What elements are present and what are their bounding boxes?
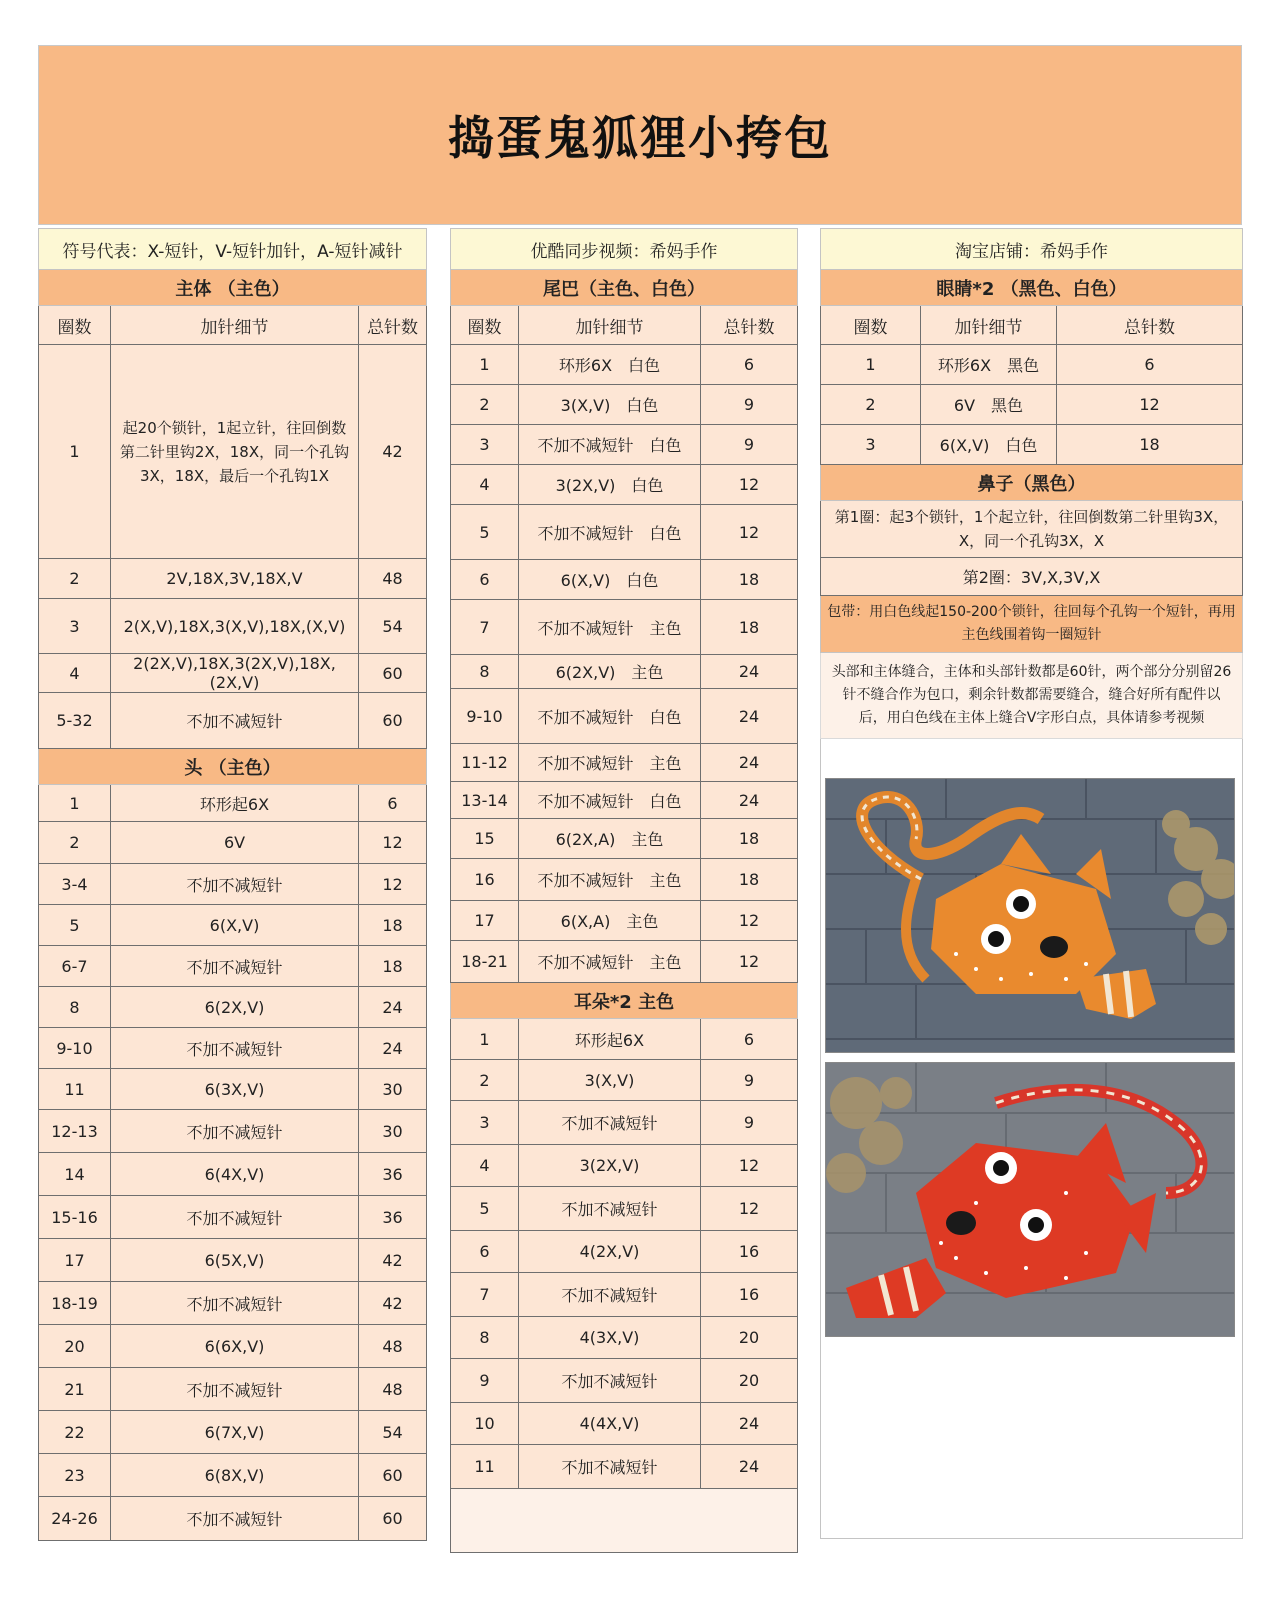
round-cell: 16: [451, 859, 519, 901]
table-row: [39, 1368, 427, 1411]
total-cell: 48: [359, 1325, 427, 1368]
table-row: [451, 465, 798, 505]
round-cell: 5-32: [39, 693, 111, 749]
total-cell: 18: [359, 946, 427, 987]
total-cell: 24: [701, 1445, 798, 1489]
header-detail: 加针细节: [921, 306, 1057, 345]
total-cell: 18: [701, 859, 798, 901]
table-row: [451, 1445, 798, 1489]
header-detail: 加针细节: [519, 306, 701, 345]
detail-cell: 环形6X 黑色: [921, 345, 1057, 385]
total-cell: 12: [701, 901, 798, 941]
round-cell: 4: [451, 1145, 519, 1187]
table-row: [451, 819, 798, 859]
table-row: [451, 1101, 798, 1145]
total-cell: 12: [701, 1187, 798, 1231]
round-cell: 14: [39, 1153, 111, 1196]
table-row: [39, 1110, 427, 1153]
round-cell: 7: [451, 1273, 519, 1317]
detail-cell: 不加不减短针 主色: [519, 600, 701, 655]
table-row: [39, 1196, 427, 1239]
total-cell: 30: [359, 1110, 427, 1153]
video-info: 优酷同步视频：希妈手作: [451, 229, 798, 270]
total-cell: 36: [359, 1153, 427, 1196]
round-cell: 6-7: [39, 946, 111, 987]
shop-info: 淘宝店铺：希妈手作: [821, 229, 1243, 270]
nose-round-2: 第2圈：3V,X,3V,X: [821, 558, 1243, 596]
total-cell: 9: [701, 1101, 798, 1145]
total-cell: 48: [359, 1368, 427, 1411]
section-row: [821, 465, 1243, 501]
section-row: [451, 983, 798, 1019]
header-total: 总针数: [1057, 306, 1243, 345]
table-row: [39, 1411, 427, 1454]
total-cell: 9: [701, 385, 798, 425]
total-cell: 6: [1057, 345, 1243, 385]
round-cell: 9-10: [39, 1028, 111, 1069]
total-cell: 60: [359, 693, 427, 749]
detail-cell: 不加不减短针: [111, 1110, 359, 1153]
detail-cell: 不加不减短针: [111, 946, 359, 987]
detail-cell: 不加不减短针 主色: [519, 859, 701, 901]
detail-cell: 不加不减短针: [519, 1445, 701, 1489]
round-cell: 1: [39, 785, 111, 822]
detail-cell: 6(7X,V): [111, 1411, 359, 1454]
detail-cell: 不加不减短针: [111, 693, 359, 749]
round-cell: 8: [451, 655, 519, 689]
total-cell: 42: [359, 1282, 427, 1325]
table-row: [39, 654, 427, 693]
section-title-head: 头 （主色）: [39, 749, 427, 785]
header-detail: 加针细节: [111, 306, 359, 345]
total-cell: 24: [701, 655, 798, 689]
round-cell: 11: [451, 1445, 519, 1489]
round-cell: 6: [451, 1231, 519, 1273]
total-cell: 6: [359, 785, 427, 822]
detail-cell: 6(2X,V) 主色: [519, 655, 701, 689]
detail-cell: 6(X,V) 白色: [519, 560, 701, 600]
table-row: [451, 345, 798, 385]
round-cell: 15: [451, 819, 519, 859]
table-row: [451, 655, 798, 689]
total-cell: 16: [701, 1273, 798, 1317]
detail-cell: 6V 黑色: [921, 385, 1057, 425]
symbol-legend: 符号代表：X-短针，V-短针加针，A-短针减针: [39, 229, 427, 270]
detail-cell: 6(8X,V): [111, 1454, 359, 1497]
table-row: [39, 905, 427, 946]
total-cell: 6: [701, 1019, 798, 1060]
belt-note: 包带：用白色线起150-200个锁针，往回每个孔钩一个短针，再用主色线围着钩一圈短针: [821, 596, 1243, 653]
table-row: [451, 1187, 798, 1231]
table-row: [451, 1019, 798, 1060]
detail-cell: 4(3X,V): [519, 1317, 701, 1359]
round-cell: 2: [39, 559, 111, 599]
detail-cell: 3(X,V) 白色: [519, 385, 701, 425]
round-cell: 3-4: [39, 864, 111, 905]
total-cell: 24: [701, 1403, 798, 1445]
round-cell: 1: [39, 345, 111, 559]
detail-cell: 6V: [111, 822, 359, 864]
detail-cell: 6(4X,V): [111, 1153, 359, 1196]
detail-cell: 2(X,V),18X,3(X,V),18X,(X,V): [111, 599, 359, 654]
round-cell: 3: [451, 1101, 519, 1145]
table-row: [451, 782, 798, 819]
table-row: [39, 1069, 427, 1110]
round-cell: 20: [39, 1325, 111, 1368]
header-round: 圈数: [821, 306, 921, 345]
total-cell: 12: [359, 822, 427, 864]
total-cell: 18: [1057, 425, 1243, 465]
total-cell: 12: [1057, 385, 1243, 425]
empty-row: [451, 1489, 798, 1553]
round-cell: 4: [39, 654, 111, 693]
round-cell: 2: [821, 385, 921, 425]
table-row: [451, 1145, 798, 1187]
table-row: [821, 345, 1243, 385]
table-row: [39, 559, 427, 599]
round-cell: 12-13: [39, 1110, 111, 1153]
round-cell: 17: [39, 1239, 111, 1282]
round-cell: 22: [39, 1411, 111, 1454]
table-row: [39, 1028, 427, 1069]
table-row: [451, 1231, 798, 1273]
total-cell: 9: [701, 425, 798, 465]
total-cell: 16: [701, 1231, 798, 1273]
round-cell: 2: [451, 1060, 519, 1101]
round-cell: 18-21: [451, 941, 519, 983]
detail-cell: 2(2X,V),18X,3(2X,V),18X,(2X,V): [111, 654, 359, 693]
orange-fox-bag-photo: [825, 778, 1235, 1053]
detail-cell: 4(4X,V): [519, 1403, 701, 1445]
total-cell: 12: [701, 465, 798, 505]
detail-cell: 6(X,A) 主色: [519, 901, 701, 941]
total-cell: 18: [359, 905, 427, 946]
table-row: [39, 1153, 427, 1196]
table-row: [39, 599, 427, 654]
total-cell: 12: [701, 941, 798, 983]
total-cell: 24: [359, 987, 427, 1028]
detail-cell: 不加不减短针: [519, 1187, 701, 1231]
table-row: [821, 385, 1243, 425]
detail-cell: 不加不减短针 主色: [519, 744, 701, 782]
detail-cell: 不加不减短针 白色: [519, 689, 701, 744]
section-title-tail: 尾巴（主色、白色）: [451, 270, 798, 306]
round-cell: 4: [451, 465, 519, 505]
section-row: [39, 749, 427, 785]
round-cell: 8: [451, 1317, 519, 1359]
table-row: [39, 785, 427, 822]
round-cell: 23: [39, 1454, 111, 1497]
title-banner: [38, 45, 1242, 225]
section-title-body: 主体 （主色）: [39, 270, 427, 306]
table-row: [39, 822, 427, 864]
table-row: [451, 600, 798, 655]
table-row: [451, 1273, 798, 1317]
total-cell: 36: [359, 1196, 427, 1239]
nose-round-1-row: [821, 501, 1243, 558]
round-cell: 10: [451, 1403, 519, 1445]
detail-cell: 不加不减短针: [519, 1101, 701, 1145]
total-cell: 9: [701, 1060, 798, 1101]
round-cell: 1: [451, 1019, 519, 1060]
detail-cell: 6(X,V) 白色: [921, 425, 1057, 465]
table-row: [451, 560, 798, 600]
detail-cell: 6(2X,A) 主色: [519, 819, 701, 859]
detail-cell: 环形起6X: [519, 1019, 701, 1060]
table-row: [39, 864, 427, 905]
table-row: [39, 946, 427, 987]
total-cell: 48: [359, 559, 427, 599]
header-total: 总针数: [701, 306, 798, 345]
table-row: [451, 859, 798, 901]
nose-round-2-row: [821, 558, 1243, 596]
section-title-ears: 耳朵*2 主色: [451, 983, 798, 1019]
detail-cell: 不加不减短针 主色: [519, 941, 701, 983]
round-cell: 11: [39, 1069, 111, 1110]
detail-cell: 3(X,V): [519, 1060, 701, 1101]
detail-cell: 6(3X,V): [111, 1069, 359, 1110]
total-cell: 24: [701, 782, 798, 819]
detail-cell: 不加不减短针 白色: [519, 782, 701, 819]
detail-cell: 6(6X,V): [111, 1325, 359, 1368]
total-cell: 12: [701, 1145, 798, 1187]
table-row: [451, 941, 798, 983]
total-cell: 24: [701, 744, 798, 782]
table-row: [821, 425, 1243, 465]
total-cell: 54: [359, 599, 427, 654]
table-row: [451, 744, 798, 782]
detail-cell: 不加不减短针: [111, 1196, 359, 1239]
detail-cell: 不加不减短针 白色: [519, 425, 701, 465]
red-fox-bag-photo: [825, 1062, 1235, 1337]
round-cell: 3: [39, 599, 111, 654]
section-title-nose: 鼻子（黑色）: [821, 465, 1243, 501]
round-cell: 24-26: [39, 1497, 111, 1541]
header-round: 圈数: [451, 306, 519, 345]
total-cell: 20: [701, 1317, 798, 1359]
round-cell: 9-10: [451, 689, 519, 744]
table-row: [39, 987, 427, 1028]
belt-note-row: [821, 596, 1243, 653]
round-cell: 13-14: [451, 782, 519, 819]
total-cell: 20: [701, 1359, 798, 1403]
table-row: [39, 1497, 427, 1541]
total-cell: 42: [359, 345, 427, 559]
detail-cell: 不加不减短针 白色: [519, 505, 701, 560]
detail-cell: 6(2X,V): [111, 987, 359, 1028]
round-cell: 7: [451, 600, 519, 655]
total-cell: 6: [701, 345, 798, 385]
detail-cell: 环形6X 白色: [519, 345, 701, 385]
table-row: [451, 689, 798, 744]
detail-cell: 不加不减短针: [111, 1282, 359, 1325]
round-cell: 3: [821, 425, 921, 465]
detail-cell: 不加不减短针: [519, 1273, 701, 1317]
round-cell: 11-12: [451, 744, 519, 782]
table-row: [451, 1403, 798, 1445]
total-cell: 60: [359, 1497, 427, 1541]
round-cell: 5: [39, 905, 111, 946]
table-row: [39, 693, 427, 749]
detail-cell: 不加不减短针: [111, 864, 359, 905]
assembly-note-row: [821, 653, 1243, 739]
table-row: [451, 1359, 798, 1403]
empty-cell: [451, 1489, 798, 1553]
section-title-eyes: 眼睛*2 （黑色、白色）: [821, 270, 1243, 306]
detail-cell: 4(2X,V): [519, 1231, 701, 1273]
round-cell: 2: [39, 822, 111, 864]
table-row: [39, 1239, 427, 1282]
round-cell: 6: [451, 560, 519, 600]
table-row: [451, 901, 798, 941]
assembly-note: 头部和主体缝合，主体和头部针数都是60针，两个部分分别留26针不缝合作为包口，剩余针数都需要缝合，缝合好所有配件以后，用白色线在主体上缝合V字形白点，具体请参考视频: [821, 653, 1243, 739]
detail-cell: 6(X,V): [111, 905, 359, 946]
table-row: [39, 1454, 427, 1497]
total-cell: 18: [701, 819, 798, 859]
detail-cell: 3(2X,V): [519, 1145, 701, 1187]
total-cell: 12: [701, 505, 798, 560]
total-cell: 60: [359, 654, 427, 693]
round-cell: 1: [451, 345, 519, 385]
round-cell: 3: [451, 425, 519, 465]
table-row: [451, 385, 798, 425]
header-total: 总针数: [359, 306, 427, 345]
detail-cell: 2V,18X,3V,18X,V: [111, 559, 359, 599]
round-cell: 5: [451, 1187, 519, 1231]
round-cell: 15-16: [39, 1196, 111, 1239]
total-cell: 60: [359, 1454, 427, 1497]
page-title: 捣蛋鬼狐狸小挎包: [448, 111, 832, 165]
table-row: [451, 1060, 798, 1101]
detail-cell: 3(2X,V) 白色: [519, 465, 701, 505]
round-cell: 21: [39, 1368, 111, 1411]
round-cell: 8: [39, 987, 111, 1028]
detail-cell: 不加不减短针: [519, 1359, 701, 1403]
round-cell: 17: [451, 901, 519, 941]
total-cell: 18: [701, 600, 798, 655]
header-round: 圈数: [39, 306, 111, 345]
total-cell: 18: [701, 560, 798, 600]
table-row: [39, 345, 427, 559]
detail-cell: 环形起6X: [111, 785, 359, 822]
nose-round-1: 第1圈：起3个锁针，1个起立针，往回倒数第二针里钩3X，X，同一个孔钩3X，X: [821, 501, 1243, 558]
total-cell: 42: [359, 1239, 427, 1282]
table-row: [451, 1317, 798, 1359]
body-head-column: [38, 228, 426, 1541]
detail-cell: 起20个锁针，1起立针，往回倒数第二针里钩2X，18X，同一个孔钩3X，18X，最后一个孔钩1X: [111, 345, 359, 559]
round-cell: 18-19: [39, 1282, 111, 1325]
total-cell: 30: [359, 1069, 427, 1110]
total-cell: 24: [701, 689, 798, 744]
round-cell: 2: [451, 385, 519, 425]
detail-cell: 不加不减短针: [111, 1028, 359, 1069]
detail-cell: 不加不减短针: [111, 1497, 359, 1541]
table-row: [39, 1325, 427, 1368]
table-row: [451, 425, 798, 465]
round-cell: 9: [451, 1359, 519, 1403]
round-cell: 1: [821, 345, 921, 385]
total-cell: 12: [359, 864, 427, 905]
tail-ear-column: [450, 228, 797, 1553]
detail-cell: 6(5X,V): [111, 1239, 359, 1282]
detail-cell: 不加不减短针: [111, 1368, 359, 1411]
table-row: [451, 505, 798, 560]
table-row: [39, 1282, 427, 1325]
total-cell: 24: [359, 1028, 427, 1069]
total-cell: 54: [359, 1411, 427, 1454]
round-cell: 5: [451, 505, 519, 560]
